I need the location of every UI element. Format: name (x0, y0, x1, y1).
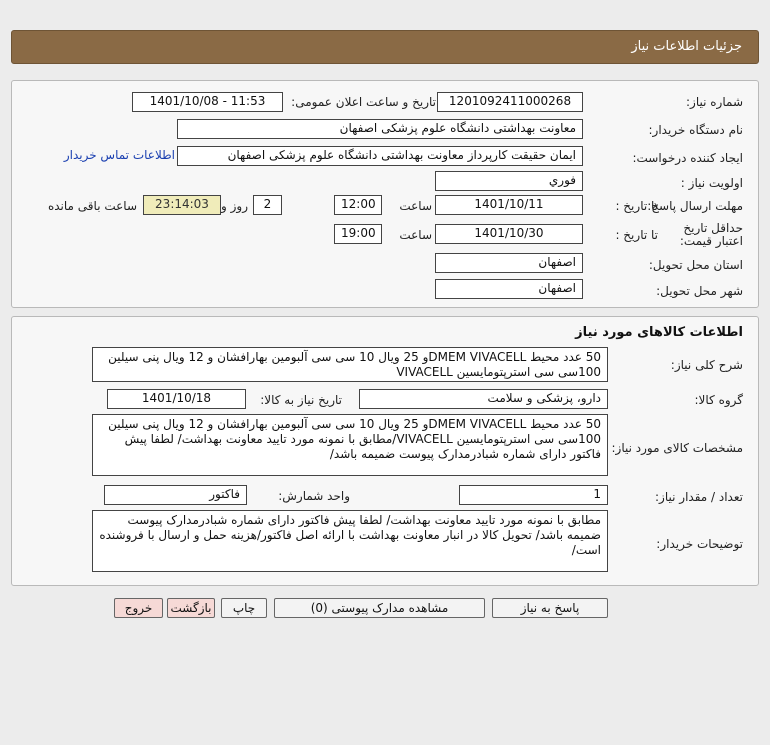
buyer-contact-link[interactable]: اطلاعات تماس خریدار (63, 148, 175, 162)
print-button[interactable]: چاپ (221, 598, 267, 618)
back-button[interactable]: بازگشت (167, 598, 215, 618)
description-label: شرح کلی نیاز: (670, 358, 743, 372)
deadline-hour-label: ساعت (399, 199, 432, 213)
exit-button[interactable]: خروج (114, 598, 163, 618)
buyer-notes-field: مطابق با نمونه مورد تایید معاونت بهداشت/ لطفا پیش فاکتور دارای شماره شبادرمدارک پیوست ضمیمه باشد/ تحویل کالا در انبار معاونت بهداشت با ارائه اصل فاکتور/هزینه حمل و ارسال با فروشنده است/ (92, 510, 608, 572)
validity-hour-label: ساعت (399, 228, 432, 242)
need-date-field: 1401/10/18 (107, 389, 246, 409)
days-left-field: 2 (253, 195, 282, 215)
buyer-notes-label: توضیحات خریدار: (656, 537, 743, 551)
validity-time-field: 19:00 (334, 224, 382, 244)
need-number-label: شماره نیاز: (686, 95, 743, 109)
creator-field: ایمان حقیقت کارپرداز معاونت بهداشتی دانشگاه علوم پزشکی اصفهان (177, 146, 583, 166)
page-header (11, 30, 759, 64)
city-label: شهر محل تحویل: (656, 284, 743, 298)
specs-label: مشخصات کالای مورد نیاز: (611, 441, 743, 455)
priority-label: اولویت نیاز : (680, 176, 743, 190)
priority-field: فوري (435, 171, 583, 191)
city-field: اصفهان (435, 279, 583, 299)
deadline-label: مهلت ارسال پاسخ: (647, 199, 743, 213)
validity-label: حداقل تاریخ اعتبار قیمت: (679, 221, 743, 248)
quantity-field (459, 485, 608, 505)
creator-label: ایجاد کننده درخواست: (632, 151, 743, 165)
unit-field: فاکتور (104, 485, 247, 505)
deadline-time-field: 12:00 (334, 195, 382, 215)
page-title: جزئیات اطلاعات نیاز (631, 39, 742, 54)
quantity-label: تعداد / مقدار نیاز: (655, 490, 743, 504)
quantity-value: 1 (593, 487, 601, 501)
days-label: روز و (221, 199, 248, 213)
announce-datetime-field: 1401/10/08 - 11:53 (132, 92, 283, 112)
reply-button[interactable]: پاسخ به نیاز (492, 598, 608, 618)
remaining-label: ساعت باقی مانده (47, 199, 137, 213)
deadline-date-field: 1401/10/11 (435, 195, 583, 215)
description-field: 50 عدد محیط DMEM VIVACELLو 25 ویال 10 سی سی آلبومین بهارافشان و 12 ویال پنی سیلین 100سی سی استرپتومایسین VIVACELL (92, 347, 608, 382)
goods-section-title: اطلاعات کالاهای مورد نیاز (575, 325, 743, 340)
buyer-label: نام دستگاه خریدار: (648, 123, 743, 137)
province-field: اصفهان (435, 253, 583, 273)
need-number-field: 1201092411000268 (437, 92, 583, 112)
need-date-label: تاریخ نیاز به کالا: (260, 393, 342, 407)
unit-label: واحد شمارش: (278, 489, 350, 503)
specs-field: 50 عدد محیط DMEM VIVACELLو 25 ویال 10 سی سی آلبومین بهارافشان و 12 ویال پنی سیلین 100سی سی استرپتومایسین VIVACELL/مطابق با نمونه مورد تایید معاونت بهداشت/ لطفا پیش فاکتور دارای شماره شبادرمدارک پیوست ضمیمه باشد/ (92, 414, 608, 476)
need-info-panel (11, 80, 759, 308)
validity-date-field: 1401/10/30 (435, 224, 583, 244)
province-label: استان محل تحویل: (648, 258, 743, 272)
view-attachments-button[interactable]: مشاهده مدارک پیوستی (0) (274, 598, 485, 618)
remaining-time-field: 23:14:03 (143, 195, 221, 215)
announce-label: تاریخ و ساعت اعلان عمومی: (291, 95, 436, 109)
goods-group-field: دارو، پزشکی و سلامت (359, 389, 608, 409)
goods-group-label: گروه کالا: (694, 393, 743, 407)
deadline-to-date-label: تا تاریخ : (615, 199, 658, 213)
buyer-field: معاونت بهداشتی دانشگاه علوم پزشکی اصفهان (177, 119, 583, 139)
validity-to-date-label: تا تاریخ : (615, 228, 658, 242)
